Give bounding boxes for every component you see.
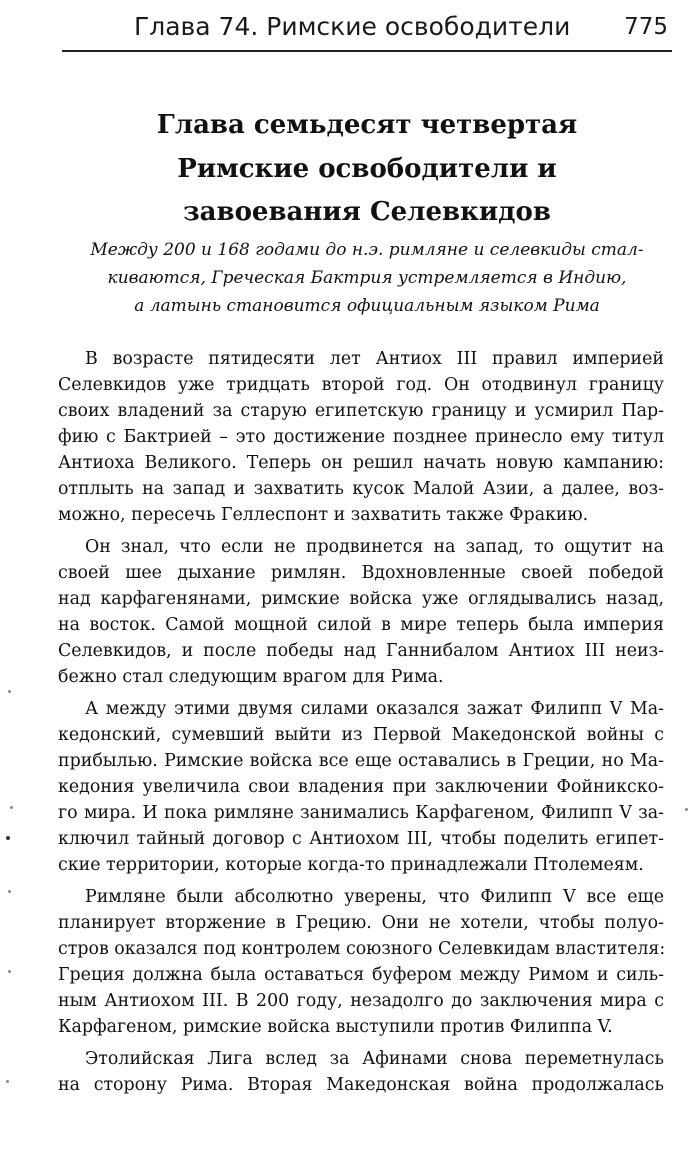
page-number: 775 bbox=[624, 14, 668, 40]
body-text-line: отплыть на запад и захватить кусок Малой Азии, а далее, воз- bbox=[58, 479, 664, 499]
chapter-title-line: завоевания Селевкидов bbox=[183, 197, 551, 227]
body-text-line: кедония увеличила свои владения при заключении Фойникско- bbox=[58, 777, 664, 797]
scan-speck bbox=[8, 690, 11, 693]
body-text-line: Он знал, что если не продвинется на запад, то ощутит на bbox=[85, 537, 664, 557]
body-text-line: на восток. Самой мощной силой в мире теперь была империя bbox=[58, 615, 664, 635]
scan-speck bbox=[8, 890, 11, 893]
body-text-line: фию с Бактрией – это достижение позднее принесло ему титул bbox=[58, 427, 664, 447]
body-text-line: прибылью. Римские войска все еще оставались в Греции, но Ма- bbox=[58, 751, 664, 771]
body-text-line: Этолийская Лига вслед за Афинами снова переметнулась bbox=[85, 1049, 664, 1069]
running-head-title: Глава 74. Римские освободители bbox=[134, 12, 571, 41]
body-text-line: можно, пересечь Геллеспонт и захватить также Фракию. bbox=[58, 505, 589, 525]
chapter-title-line: Римские освободители и bbox=[177, 154, 557, 184]
body-text-line: ские территории, которые когда-то принадлежали Птолемеям. bbox=[58, 855, 644, 875]
body-text-line: своих владений за старую египетскую границу и усмирил Пар- bbox=[58, 401, 664, 421]
body-text-line: планирует вторжение в Грецию. Они не хотели, чтобы полуо- bbox=[58, 913, 664, 933]
scan-speck bbox=[6, 1080, 9, 1083]
body-text-line: Антиоха Великого. Теперь он решил начать новую кампанию: bbox=[58, 453, 664, 473]
chapter-title-line: Глава семьдесят четвертая bbox=[156, 110, 578, 140]
body-text-line: кедонский, сумевший выйти из Первой Македонской войны с bbox=[58, 725, 664, 745]
scan-speck bbox=[6, 836, 10, 840]
body-text-line: Римляне были абсолютно уверены, что Филипп V все еще bbox=[85, 887, 664, 907]
running-head bbox=[62, 10, 672, 52]
scan-speck bbox=[10, 806, 13, 809]
body-text-line: над карфагенянами, римские войска уже оглядывались назад, bbox=[58, 589, 664, 609]
body-text-line: го мира. И пока римляне занимались Карфагеном, Филипп V за- bbox=[58, 803, 664, 823]
body-text-line: А между этими двумя силами оказался зажат Филипп V Ма- bbox=[85, 699, 664, 719]
body-text-line: Селевкидов уже тридцать второй год. Он отодвинул границу bbox=[58, 375, 664, 395]
chapter-subtitle-line: Между 200 и 168 годами до н.э. римляне и селевкиды стал- bbox=[90, 240, 644, 260]
body-text-line: своей шее дыхание римлян. Вдохновленные своей победой bbox=[58, 563, 664, 583]
body-text-line: ключил тайный договор с Антиохом III, чтобы поделить египет- bbox=[58, 829, 664, 849]
chapter-subtitle-line: а латынь становится официальным языком Рима bbox=[134, 296, 600, 316]
body-text-line: ным Антиохом III. В 200 году, незадолго до заключения мира с bbox=[58, 991, 664, 1011]
scan-speck bbox=[8, 970, 11, 973]
body-text-line: Селевкидов, и после победы над Ганнибалом Антиох III неиз- bbox=[58, 641, 664, 661]
body-text-line: Карфагеном, римские войска выступили против Филиппа V. bbox=[58, 1017, 613, 1037]
body-text-line: В возрасте пятидесяти лет Антиох III правил империей bbox=[85, 349, 664, 369]
chapter-subtitle-line: киваются, Греческая Бактрия устремляется в Индию, bbox=[107, 268, 627, 288]
body-text-line: Греция должна была оставаться буфером между Римом и силь- bbox=[58, 965, 664, 985]
body-text-line: бежно стал следующим врагом для Рима. bbox=[58, 667, 444, 687]
body-text-line: стров оказался под контролем союзного Селевкидам властителя: bbox=[58, 939, 666, 959]
scan-speck bbox=[685, 808, 688, 811]
body-text-line: на сторону Рима. Вторая Македонская война продолжалась bbox=[58, 1075, 664, 1095]
